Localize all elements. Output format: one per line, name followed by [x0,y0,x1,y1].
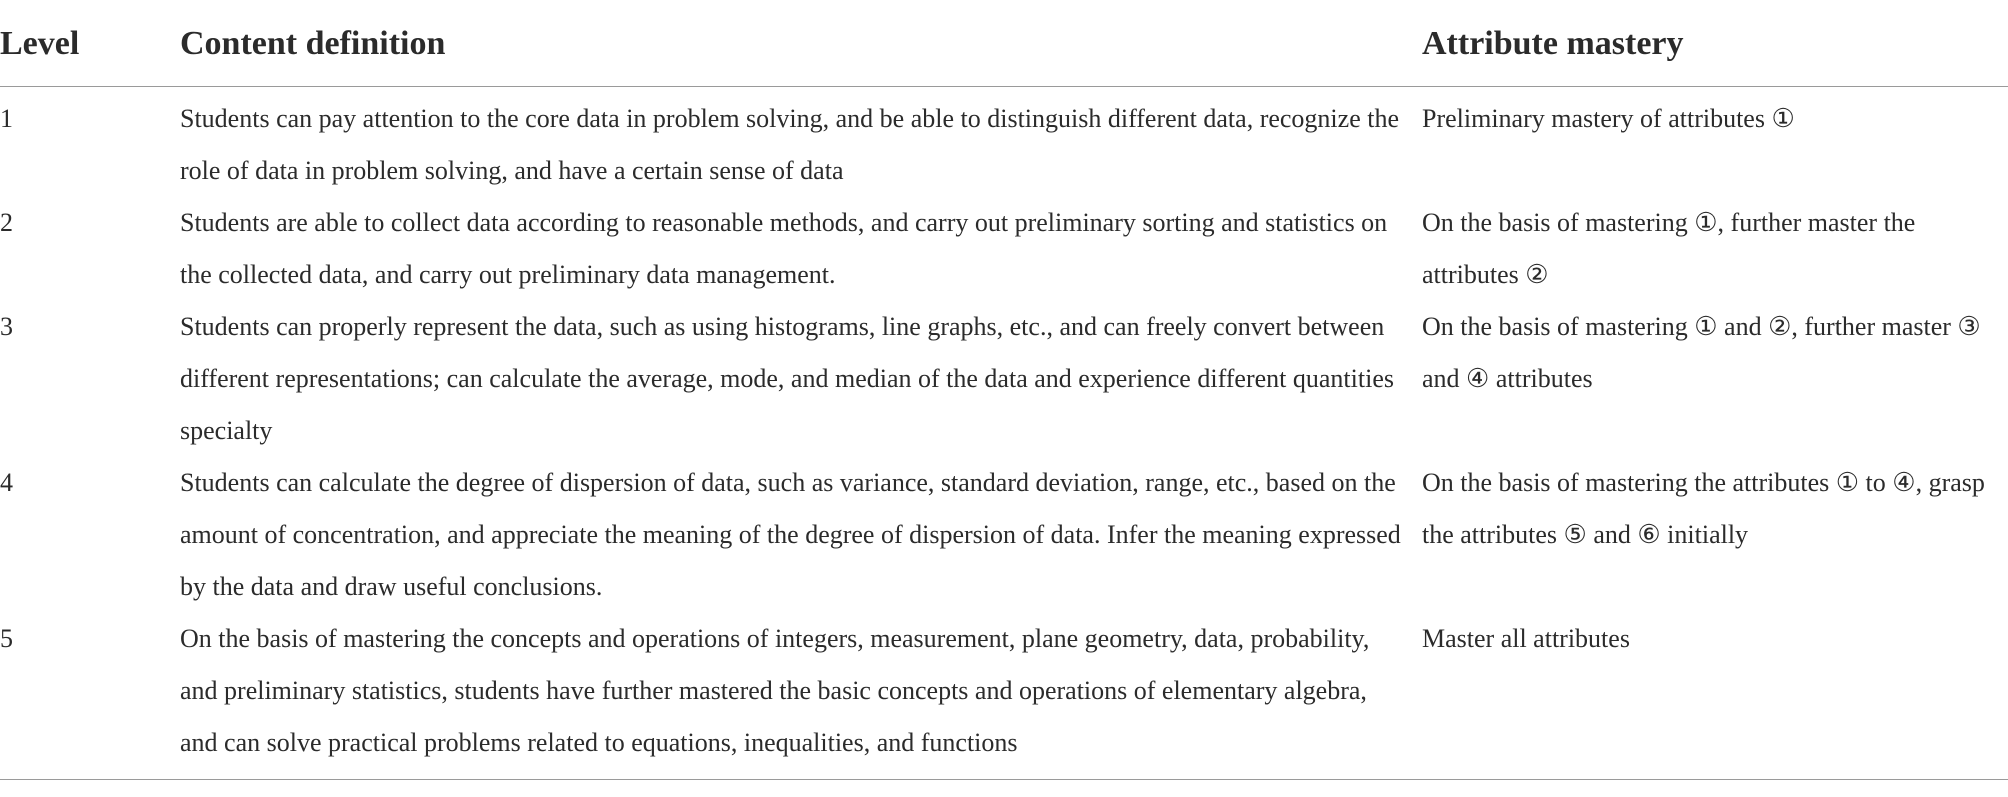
header-content-definition: Content definition [180,0,1422,87]
cell-attribute-mastery: On the basis of mastering ①, further master the attributes ② [1422,208,1916,289]
header-attribute-mastery: Attribute mastery [1422,0,2008,87]
header-row [0,0,2008,87]
table-body [0,87,2008,780]
table-row [0,197,2008,301]
table-row [0,87,2008,198]
cell-level: 3 [0,312,13,341]
cell-content-definition: Students are able to collect data according to reasonable methods, and carry out preliminary sorting and statistics on the collected data, and carry out preliminary data management. [180,208,1388,289]
cell-content-definition: Students can pay attention to the core data in problem solving, and be able to distinguish different data, recognize the role of data in problem solving, and have a certain sense of data [180,104,1400,185]
cell-level: 1 [0,104,13,133]
cell-content-definition: Students can properly represent the data, such as using histograms, line graphs, etc., and can freely convert between different representations; can calculate the average, mode, and median of the data and experience different quantities specialty [180,312,1394,445]
table-header [0,0,2008,87]
cell-attribute-mastery: On the basis of mastering the attributes ① to ④, grasp the attributes ⑤ and ⑥ initially [1422,468,1985,549]
cell-content-definition: On the basis of mastering the concepts and operations of integers, measurement, plane geometry, data, probability, and preliminary statistics, students have further mastered the basic concepts and operations of elementary algebra, and can solve practical problems related to equations, inequalities, and functions [180,613,1422,780]
cell-attribute-mastery: Preliminary mastery of attributes ① [1422,104,1795,133]
table-row [0,457,2008,613]
table-row [0,301,2008,457]
cell-level: 2 [0,208,13,237]
cell-level: 5 [0,613,180,780]
table-row [0,613,2008,780]
cell-attribute-mastery: Master all attributes [1422,613,2008,780]
cell-content-definition: Students can calculate the degree of dispersion of data, such as variance, standard deviation, range, etc., based on the amount of concentration, and appreciate the meaning of the degree of dispersion of data. Infer the meaning expressed by the data and draw useful conclusions. [180,468,1401,601]
cell-attribute-mastery: On the basis of mastering ① and ②, further master ③ and ④ attributes [1422,312,1981,393]
cell-level: 4 [0,468,13,497]
header-level: Level [0,0,180,87]
